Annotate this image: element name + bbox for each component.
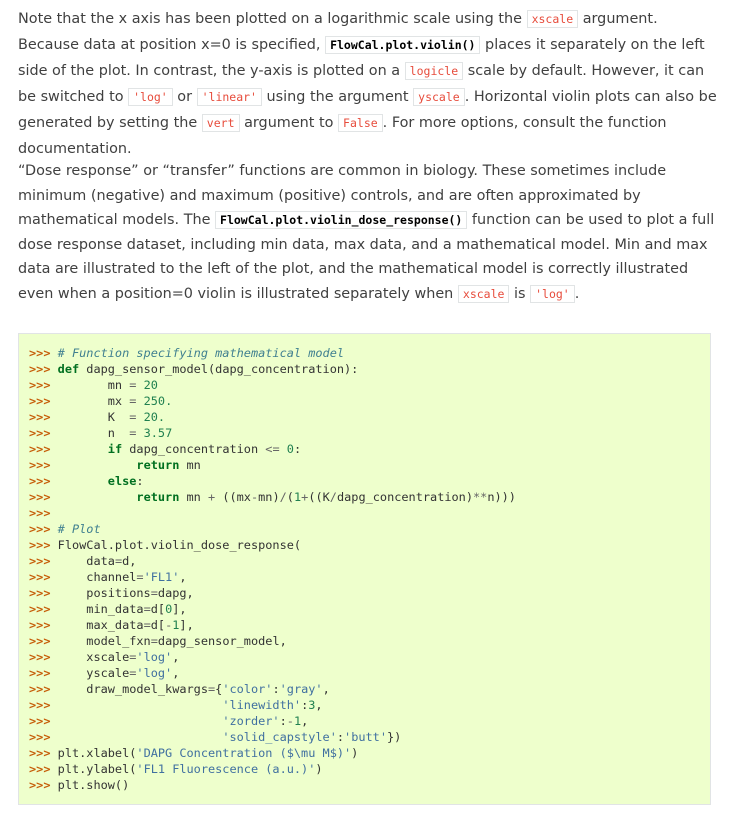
code-token: =	[129, 378, 137, 392]
code-token: 'butt'	[344, 730, 387, 744]
prompt-marker: >>>	[29, 682, 51, 696]
code-token: ,	[179, 570, 187, 584]
code-line	[29, 457, 516, 473]
prompt-marker: >>>	[29, 362, 51, 376]
code-token: =	[150, 586, 158, 600]
text-run: “Dose response” or “transfer” functions are common in biology. These sometimes include minimum (negative) and maximum (positive) controls, and are often approximated by mathematical models. The	[18, 163, 667, 229]
code-line	[29, 569, 516, 585]
code-line	[29, 473, 516, 489]
prompt-marker: >>>	[29, 394, 51, 408]
code-line	[29, 361, 516, 377]
code-token: 'solid_capstyle'	[222, 730, 337, 744]
code-token: mn	[57, 378, 130, 392]
code-token: =	[129, 666, 137, 680]
code-token: ],	[172, 602, 187, 616]
code-line	[29, 425, 516, 441]
code-token: 'linewidth'	[222, 698, 302, 712]
code-token: 'DAPG Concentration ($\mu M$)'	[136, 746, 352, 760]
code-token: -	[250, 490, 259, 504]
code-token: 'log'	[136, 666, 173, 680]
code-line	[29, 729, 516, 745]
code-token	[136, 394, 143, 408]
code-token: (	[286, 490, 294, 504]
prompt-marker: >>>	[29, 666, 51, 680]
code-token	[58, 490, 137, 504]
code-token	[58, 458, 137, 472]
code-token: +	[208, 490, 216, 504]
code-token: mn	[179, 490, 208, 504]
code-token: 0	[286, 442, 294, 456]
code-line	[29, 409, 516, 425]
code-token: if	[107, 442, 123, 456]
code-token	[58, 714, 223, 728]
prompt-marker: >>>	[29, 554, 51, 568]
inline-code: xscale	[458, 285, 510, 303]
code-token: =	[129, 426, 137, 440]
code-token: return	[136, 458, 180, 472]
code-token	[58, 442, 108, 456]
prompt-marker: >>>	[29, 506, 51, 520]
code-token	[136, 410, 143, 424]
code-line	[29, 761, 516, 777]
prompt-marker: >>>	[29, 426, 51, 440]
code-token: positions	[57, 586, 151, 600]
code-token: channel	[57, 570, 137, 584]
code-token: d[	[150, 618, 166, 632]
code-token	[136, 378, 143, 392]
code-token: ,	[315, 698, 323, 712]
code-line	[29, 489, 516, 505]
code-token: :	[293, 442, 302, 456]
code-token: d[	[150, 602, 166, 616]
prompt-marker: >>>	[29, 618, 51, 632]
code-token: dapg,	[157, 586, 194, 600]
code-token: mx	[57, 394, 130, 408]
text-run: . For more options, consult the function documentation.	[18, 115, 667, 157]
code-token: **	[473, 490, 488, 504]
code-token: plt.ylabel(	[57, 762, 137, 776]
prompt-marker: >>>	[29, 586, 51, 600]
text-run: function can be used to plot a full dose response dataset, including min data, max data, and a mathematical model. Min and max data are illustrated to the left of the plot, and the mathematical model is correctly illustrated even when a position=0 violin is illustrated separately when	[18, 212, 715, 302]
prompt-marker: >>>	[29, 570, 51, 584]
code-token	[58, 730, 223, 744]
code-line	[29, 345, 516, 361]
code-token	[280, 442, 287, 456]
code-token	[58, 698, 223, 712]
code-line	[29, 601, 516, 617]
code-token: K	[57, 410, 130, 424]
code-token: =	[129, 650, 137, 664]
inline-code: logicle	[405, 62, 463, 80]
code-token	[58, 474, 108, 488]
code-token: FlowCal.plot.violin_dose_response(	[57, 538, 302, 552]
code-token: :	[336, 730, 345, 744]
code-token: 1	[293, 714, 302, 728]
code-line	[29, 521, 516, 537]
code-token: =	[143, 618, 151, 632]
code-token: +	[301, 490, 309, 504]
text-run: is	[509, 285, 531, 302]
code-token: ((K	[308, 490, 330, 504]
inline-code: yscale	[413, 88, 465, 106]
prompt-marker: >>>	[29, 762, 51, 776]
code-token: ],	[179, 618, 194, 632]
inline-code: 'linear'	[197, 88, 262, 106]
text-run: or	[172, 89, 197, 105]
prompt-marker: >>>	[29, 442, 51, 456]
inline-code: vert	[202, 114, 240, 132]
code-token: 250.	[143, 394, 173, 408]
code-block	[18, 333, 711, 805]
code-token: yscale	[57, 666, 130, 680]
code-token: 20.	[143, 410, 166, 424]
code-line	[29, 617, 516, 633]
code-token: =	[143, 602, 151, 616]
code-token: # Function specifying mathematical model	[57, 346, 345, 360]
code-token: return	[136, 490, 180, 504]
code-token: mn	[179, 458, 201, 472]
code-lines	[29, 345, 516, 793]
code-line	[29, 377, 516, 393]
code-token: 'gray'	[279, 682, 323, 696]
code-token: mn)	[258, 490, 280, 504]
code-token: min_data	[57, 602, 144, 616]
code-token: plt.xlabel(	[57, 746, 137, 760]
code-line	[29, 393, 516, 409]
code-token: d,	[122, 554, 137, 568]
code-token: =	[114, 554, 123, 568]
text-run: places it separately on the left side of the plot. In contrast, the y-axis is plotted on a	[18, 37, 705, 79]
code-line	[29, 537, 516, 553]
code-token: =	[208, 682, 216, 696]
code-token: else	[107, 474, 137, 488]
prompt-marker: >>>	[29, 778, 51, 792]
code-line	[29, 649, 516, 665]
code-token: 3.57	[143, 426, 173, 440]
code-token: model_fxn	[57, 634, 151, 648]
code-line	[29, 505, 516, 521]
code-token: dapg_sensor_model,	[157, 634, 287, 648]
code-token: 0	[165, 602, 173, 616]
code-token: })	[386, 730, 402, 744]
code-token: 3	[308, 698, 316, 712]
code-token: 'FL1 Fluorescence (a.u.)'	[136, 762, 316, 776]
code-token: =	[136, 570, 144, 584]
text-run: using the argument	[261, 89, 414, 105]
code-token: 'FL1'	[143, 570, 180, 584]
code-token: plt.show()	[57, 778, 130, 792]
code-token: :	[272, 682, 280, 696]
prompt-marker: >>>	[29, 698, 51, 712]
function-reference-link[interactable]: FlowCal.plot.violin()	[325, 36, 480, 54]
code-token: -	[286, 714, 294, 728]
code-token: 20	[143, 378, 158, 392]
code-line	[29, 665, 516, 681]
code-token: <=	[265, 442, 280, 456]
text-run: . Horizontal violin plots can also be generated by setting the	[18, 89, 717, 131]
code-token: draw_model_kwargs	[57, 682, 208, 696]
code-token: ((mx	[215, 490, 251, 504]
code-token: max_data	[57, 618, 144, 632]
prompt-marker: >>>	[29, 522, 51, 536]
code-token: =	[129, 410, 137, 424]
text-run: .	[574, 285, 580, 302]
code-token: dapg_sensor_model(dapg_concentration):	[79, 362, 359, 376]
code-token: )	[351, 746, 359, 760]
code-token: ,	[172, 650, 180, 664]
code-token: dapg_concentration)	[336, 490, 473, 504]
code-line	[29, 633, 516, 649]
code-token: 1	[293, 490, 302, 504]
code-line	[29, 681, 516, 697]
code-token: :	[279, 714, 287, 728]
text-run: scale by default. However, it can be switched to	[18, 63, 705, 105]
code-line	[29, 777, 516, 793]
code-token: # Plot	[57, 522, 101, 536]
code-line	[29, 697, 516, 713]
code-token: xscale	[57, 650, 130, 664]
code-line	[29, 441, 516, 457]
inline-code: xscale	[527, 10, 579, 28]
prompt-marker: >>>	[29, 538, 51, 552]
inline-code: False	[338, 114, 383, 132]
code-token: ,	[301, 714, 309, 728]
prompt-marker: >>>	[29, 458, 51, 472]
code-token: /	[329, 490, 337, 504]
code-line	[29, 585, 516, 601]
text-run: Note that the x axis has been plotted on a logarithmic scale using the	[18, 11, 527, 27]
text-run: argument. Because data at position x=0 is specified,	[18, 11, 658, 53]
text-run: argument to	[239, 115, 339, 131]
code-token	[136, 426, 143, 440]
paragraph-violin-axes	[18, 6, 723, 162]
prompt-marker: >>>	[29, 346, 51, 360]
code-token: n	[57, 426, 130, 440]
function-reference-link[interactable]: FlowCal.plot.violin_dose_response()	[215, 211, 467, 229]
prompt-marker: >>>	[29, 602, 51, 616]
code-token: )	[315, 762, 323, 776]
code-token: dapg_concentration	[122, 442, 266, 456]
code-token: =	[129, 394, 137, 408]
code-token: n)))	[487, 490, 516, 504]
code-token: {	[215, 682, 223, 696]
inline-code: 'log'	[128, 88, 173, 106]
prompt-marker: >>>	[29, 746, 51, 760]
code-token: 'color'	[222, 682, 273, 696]
code-token: ,	[322, 682, 330, 696]
prompt-marker: >>>	[29, 410, 51, 424]
code-token: =	[150, 634, 158, 648]
inline-code: 'log'	[530, 285, 575, 303]
code-token: data	[57, 554, 115, 568]
prompt-marker: >>>	[29, 378, 51, 392]
code-token: :	[301, 698, 309, 712]
code-token: -	[165, 618, 173, 632]
prompt-marker: >>>	[29, 634, 51, 648]
code-token: 'zorder'	[222, 714, 280, 728]
code-token: ,	[172, 666, 180, 680]
prompt-marker: >>>	[29, 730, 51, 744]
paragraph-dose-response	[18, 159, 723, 307]
code-token: :	[136, 474, 144, 488]
code-token: 1	[172, 618, 180, 632]
prompt-marker: >>>	[29, 714, 51, 728]
code-line	[29, 745, 516, 761]
code-line	[29, 553, 516, 569]
prompt-marker: >>>	[29, 490, 51, 504]
code-line	[29, 713, 516, 729]
prompt-marker: >>>	[29, 474, 51, 488]
code-token: 'log'	[136, 650, 173, 664]
code-token: /	[279, 490, 287, 504]
code-token: def	[57, 362, 80, 376]
prompt-marker: >>>	[29, 650, 51, 664]
